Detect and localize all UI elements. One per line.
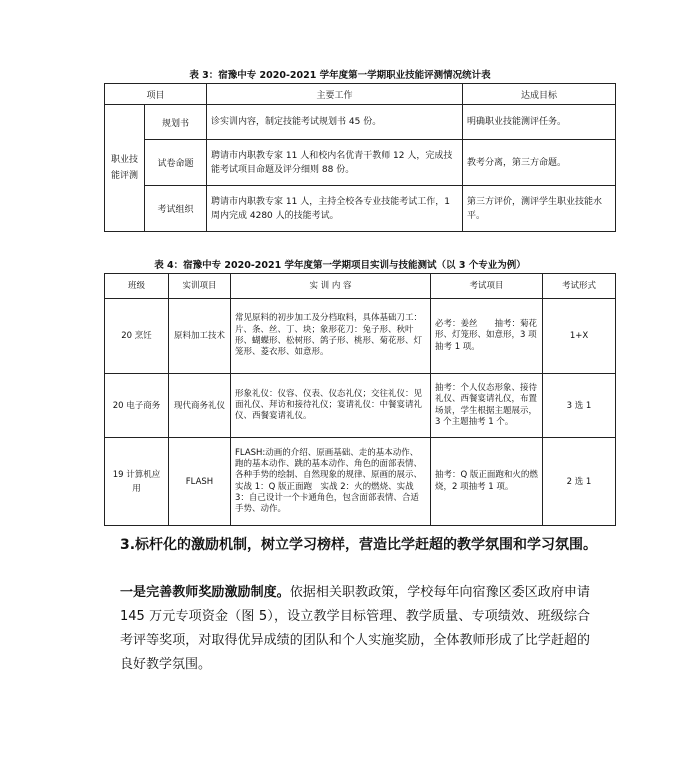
table-row bbox=[105, 299, 616, 374]
table4-header-project: 实训项目 bbox=[169, 274, 231, 299]
table4-form: 1+X bbox=[543, 299, 616, 374]
training-test-table bbox=[104, 273, 616, 526]
table3-work: 诊实训内容，制定技能考试规划书 45 份。 bbox=[207, 105, 463, 140]
table4-header-row bbox=[105, 274, 616, 299]
table3-caption: 表 3：宿豫中专 2020-2021 学年度第一学期职业技能评测情况统计表 bbox=[189, 70, 491, 81]
paragraph-lead: 一是完善教师奖励激励制度。 bbox=[120, 585, 290, 600]
table4-content: 常见原料的初步加工及分档取料，具体基础刀工：片、条、丝、丁、块；象形花刀：兔子形、秋叶形、蝴蝶形、松树形、鸽子形、桃形、菊花形、灯笼形、菱衣形、如意形。 bbox=[231, 299, 431, 374]
table3-header-work: 主要工作 bbox=[207, 84, 463, 105]
table4-class: 20 烹饪 bbox=[105, 299, 169, 374]
table4-header-class: 班级 bbox=[105, 274, 169, 299]
table4-form: 2 选 1 bbox=[543, 438, 616, 526]
table3-item: 规划书 bbox=[145, 105, 207, 140]
table3-item: 试卷命题 bbox=[145, 140, 207, 186]
table4-header-form: 考试形式 bbox=[543, 274, 616, 299]
section-heading: 3.标杆化的激励机制，树立学习榜样，营造比学赶超的教学氛围和学习氛围。 bbox=[120, 537, 598, 553]
table-row bbox=[105, 438, 616, 526]
table4-exam: 抽考：个人仪态形象、接待礼仪、西餐宴请礼仪，布置场景，学生根据主题展示，3 个主题抽考 1 个。 bbox=[431, 374, 543, 438]
body-paragraph bbox=[120, 581, 590, 677]
table3-item: 考试组织 bbox=[145, 186, 207, 232]
table4-class: 20 电子商务 bbox=[105, 374, 169, 438]
skill-assessment-table bbox=[104, 83, 616, 232]
table4-project: 现代商务礼仪 bbox=[169, 374, 231, 438]
table4-content: FLASH:动画的介绍、原画基础、走的基本动作、跑的基本动作、跳的基本动作、角色的面部表情、各种手势的绘制、自然现象的规律、原画的展示、实战 1：Q 版正面跑 实战 2：火的燃烧、实战 3：自己设计一个卡通角色，包含面部表情、合适手势、动作。 bbox=[231, 438, 431, 526]
table3-work: 聘请市内职教专家 11 人和校内名优青干教师 12 人，完成技能考试项目命题及评分细则 88 份。 bbox=[207, 140, 463, 186]
table4-header-content: 实 训 内 容 bbox=[231, 274, 431, 299]
table-row bbox=[105, 140, 616, 186]
table4-project: 原料加工技术 bbox=[169, 299, 231, 374]
table4-header-exam: 考试项目 bbox=[431, 274, 543, 299]
table-row bbox=[105, 374, 616, 438]
table3-goal: 明确职业技能测评任务。 bbox=[463, 105, 616, 140]
table3-header-item: 项目 bbox=[105, 84, 207, 105]
table4-exam: 必考：姜丝 抽考：菊花形、灯笼形、如意形，3 项抽考 1 项。 bbox=[431, 299, 543, 374]
paragraph-body: 依据相关职教政策，学校每年向宿豫区委区政府申请 145 万元专项资金（图 5），设立教学目标管理、教学质量、专项绩效、班级综合考评等奖项，对取得优异成绩的团队和个人实施奖励，全体教师形成了比学赶超的良好教学氛围。 bbox=[120, 585, 590, 672]
table4-caption: 表 4：宿豫中专 2020-2021 学年度第一学期项目实训与技能测试（以 3 个专业为例） bbox=[154, 260, 526, 271]
table3-goal: 第三方评价，测评学生职业技能水平。 bbox=[463, 186, 616, 232]
table3-header-goal: 达成目标 bbox=[463, 84, 616, 105]
table4-form: 3 选 1 bbox=[543, 374, 616, 438]
table4-content: 形象礼仪：仪容、仪表、仪态礼仪；交往礼仪：见面礼仪、拜访和接待礼仪；宴请礼仪：中餐宴请礼仪、西餐宴请礼仪。 bbox=[231, 374, 431, 438]
table3-work: 聘请市内职教专家 11 人，主持全校各专业技能考试工作，1 周内完成 4280 人的技能考试。 bbox=[207, 186, 463, 232]
table3-header-row bbox=[105, 84, 616, 105]
table3-category: 职业技能评测 bbox=[105, 105, 145, 232]
table3-goal: 教考分离，第三方命题。 bbox=[463, 140, 616, 186]
table4-project: FLASH bbox=[169, 438, 231, 526]
table4-exam: 抽考：Q 版正面跑和火的燃烧，2 项抽考 1 项。 bbox=[431, 438, 543, 526]
table-row bbox=[105, 186, 616, 232]
table4-class: 19 计算机应用 bbox=[105, 438, 169, 526]
table-row bbox=[105, 105, 616, 140]
